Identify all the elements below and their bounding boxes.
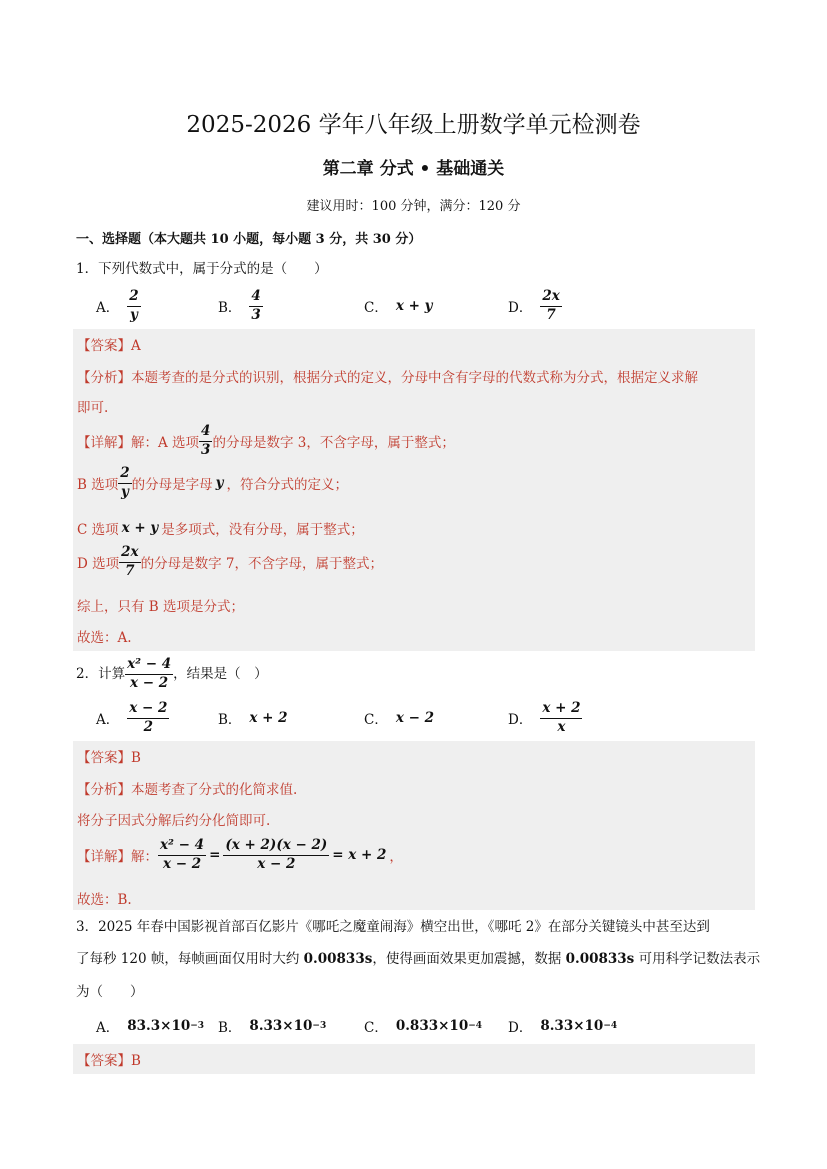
question-1-stem: 1．下列代数式中，属于分式的是（ ）	[76, 261, 328, 277]
option-d	[508, 288, 562, 324]
numerator: x + 2	[540, 702, 582, 719]
numerator: x² − 4	[158, 839, 206, 856]
denominator: 3	[201, 441, 211, 458]
option-d	[508, 1008, 617, 1044]
question-3-answer-block	[73, 1044, 755, 1074]
option-letter: A．	[96, 300, 120, 316]
option-d	[508, 700, 582, 736]
numerator: 2	[118, 467, 131, 484]
answer-line: 【答案】A	[77, 338, 141, 354]
option-b	[218, 288, 263, 324]
question-3-stem-line: 为（ ）	[76, 984, 144, 1000]
sci-exponent: −4	[603, 1021, 618, 1031]
stem-text: 了每秒 120 帧，每帧画面仅用时大约	[76, 951, 304, 967]
detail-text: 的分母是数字 3，不含字母，属于整式；	[212, 435, 455, 451]
expression: x + y	[121, 520, 159, 536]
expression: x + 2	[249, 710, 288, 726]
detail-text: 的分母是数字 7，不含字母，属于整式；	[140, 556, 383, 572]
question-1-answer-block	[73, 329, 755, 651]
equals-sign: =	[209, 847, 221, 863]
stem-text: ，结果是（ ）	[173, 666, 268, 682]
answer-line: 【答案】B	[77, 1053, 141, 1069]
sci-base: 83.3×10	[127, 1018, 191, 1034]
detail-line	[77, 425, 455, 457]
denominator: x − 2	[162, 855, 202, 872]
section-heading: 一、选择题（本大题共 10 小题，每小题 3 分，共 30 分）	[76, 232, 422, 247]
detail-text: 的分母是字母	[131, 477, 213, 493]
detail-text: ，符合分式的定义；	[226, 477, 348, 493]
stem-text: 可用科学记数法表示	[634, 951, 761, 967]
option-letter: C．	[364, 300, 388, 316]
question-1-options	[76, 288, 756, 324]
fraction	[540, 290, 561, 322]
denominator: x − 2	[257, 855, 296, 872]
question-3-stem-line: 3．2025 年春中国影视首部百亿影片《哪吒之魔童闹海》横空出世，《哪吒 2》在部分关键镜头中甚至达到	[76, 919, 710, 935]
stem-text: ，使得画面效果更加震撼，数据	[372, 951, 566, 967]
numerator: 4	[249, 290, 262, 307]
denominator: y	[130, 306, 138, 323]
fraction	[249, 290, 262, 322]
sci-exponent: −3	[312, 1021, 327, 1031]
chapter-subtitle: 第二章 分式 • 基础通关	[322, 159, 505, 179]
option-letter: B．	[218, 300, 242, 316]
detail-text: 【详解】解：A 选项	[77, 435, 200, 451]
choose-line: 故选：B.	[77, 892, 132, 908]
question-2-answer-block	[73, 741, 755, 910]
option-c	[364, 1008, 482, 1044]
value: 0.00833s	[303, 951, 373, 967]
denominator: 7	[125, 562, 135, 579]
denominator: y	[120, 483, 129, 500]
option-c	[364, 700, 434, 736]
result-expression: = x + 2	[332, 847, 387, 863]
detail-text: C 选项	[77, 522, 119, 538]
fraction	[118, 467, 131, 499]
page-title: 2025-2026 学年八年级上册数学单元检测卷	[186, 112, 641, 138]
option-a	[96, 1008, 204, 1044]
analysis-line: 【分析】本题考查的是分式的识别，根据分式的定义，分母中含有字母的代数式称为分式，根据定义求解	[77, 370, 698, 386]
option-letter: C．	[364, 712, 388, 728]
option-letter: D．	[508, 1020, 533, 1036]
fraction	[125, 658, 173, 690]
numerator: (x + 2)(x − 2)	[223, 839, 329, 856]
denominator: 2	[143, 718, 154, 735]
detail-line	[77, 518, 364, 538]
variable: y	[215, 475, 224, 491]
detail-line	[77, 467, 348, 499]
time-limit-note: 建议用时：100 分钟，满分：120 分	[306, 199, 521, 214]
sci-base: 8.33×10	[540, 1018, 604, 1034]
expression: x + y	[395, 298, 433, 314]
option-letter: B．	[218, 712, 242, 728]
option-b	[218, 1008, 326, 1044]
fraction	[158, 839, 206, 871]
option-b	[218, 700, 288, 736]
value: 0.00833s	[565, 951, 635, 967]
detail-text: 是多项式，没有分母，属于整式；	[161, 522, 364, 538]
fraction	[127, 702, 169, 734]
analysis-line: 将分子因式分解后约分化简即可.	[77, 813, 271, 829]
option-letter: D．	[508, 300, 533, 316]
option-a	[96, 288, 141, 324]
question-3-options	[76, 1008, 756, 1044]
numerator: x − 2	[127, 702, 169, 719]
option-letter: C．	[364, 1020, 388, 1036]
fraction	[223, 839, 329, 871]
sci-exponent: −4	[468, 1021, 483, 1031]
option-letter: D．	[508, 712, 533, 728]
question-3-stem-line	[76, 948, 760, 970]
stem-text: 2．计算	[76, 666, 126, 682]
option-letter: A．	[96, 1020, 120, 1036]
denominator: 3	[251, 306, 261, 323]
expression: x − 2	[395, 710, 434, 726]
fraction	[199, 425, 212, 457]
numerator: 2	[127, 290, 140, 307]
option-letter: A．	[96, 712, 120, 728]
sci-base: 8.33×10	[249, 1018, 313, 1034]
fraction	[127, 290, 140, 322]
choose-line: 故选：A.	[77, 630, 132, 646]
summary-line: 综上，只有 B 选项是分式；	[77, 599, 245, 615]
question-2-options	[76, 700, 756, 736]
detail-text: D 选项	[77, 556, 120, 572]
numerator: 2x	[540, 290, 561, 307]
numerator: x² − 4	[125, 658, 173, 675]
analysis-line: 【分析】本题考查了分式的化简求值.	[77, 782, 298, 798]
denominator: x − 2	[130, 674, 169, 691]
detail-text: B 选项	[77, 477, 119, 493]
detail-text: ，	[389, 849, 403, 865]
detail-line	[77, 546, 383, 578]
fraction	[119, 546, 140, 578]
sci-base: 0.833×10	[395, 1018, 469, 1034]
detail-line	[77, 839, 403, 871]
denominator: x	[557, 718, 566, 735]
sci-exponent: −3	[190, 1021, 205, 1031]
detail-text: 【详解】解：	[77, 849, 158, 865]
numerator: 2x	[119, 546, 140, 563]
numerator: 4	[199, 425, 212, 442]
question-2-stem	[76, 656, 268, 692]
option-a	[96, 700, 169, 736]
analysis-line: 即可.	[77, 400, 109, 416]
option-c	[364, 288, 432, 324]
fraction	[540, 702, 582, 734]
denominator: 7	[546, 306, 556, 323]
answer-line: 【答案】B	[77, 750, 141, 766]
option-letter: B．	[218, 1020, 242, 1036]
